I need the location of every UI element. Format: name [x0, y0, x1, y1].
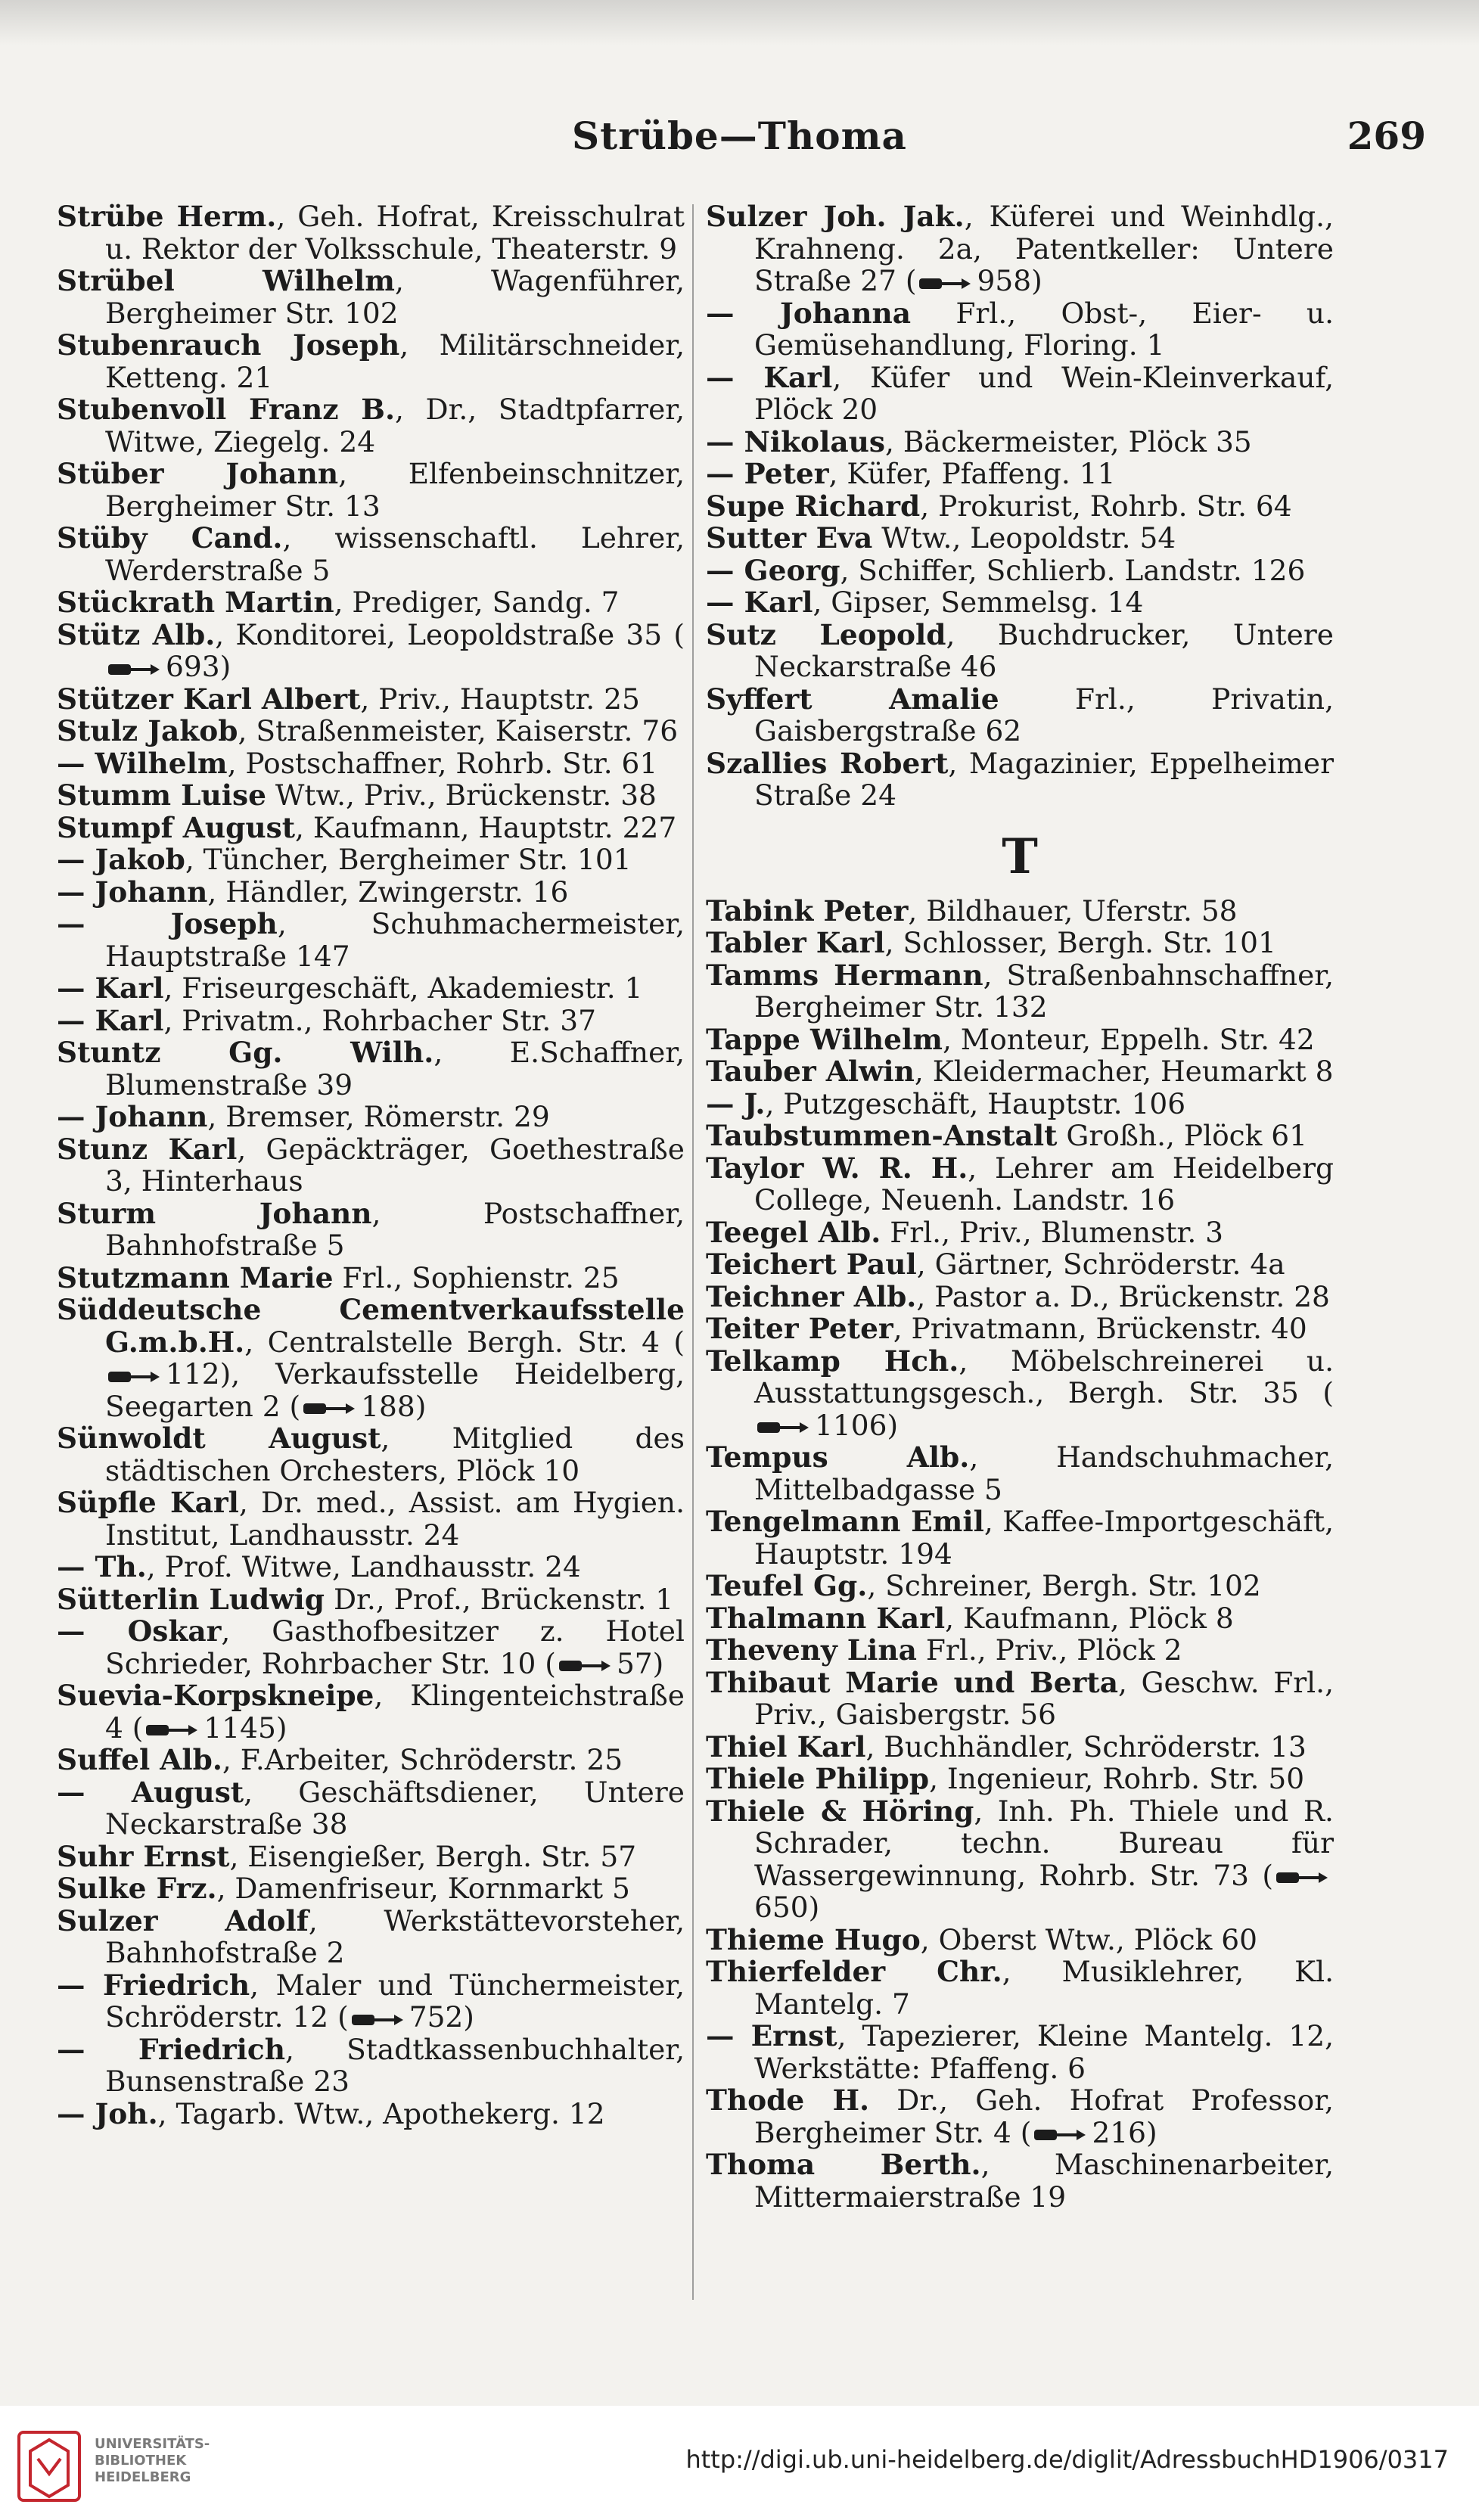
- directory-entry: [706, 1570, 1334, 1602]
- entry-details: , Werkstättevorsteher, Bahnhofstraße 2: [105, 1903, 685, 1969]
- entry-details: , Maschinenarbeiter, Mittermaierstraße 19: [754, 2148, 1334, 2214]
- entry-name: Teiter Peter: [706, 1312, 893, 1345]
- entry-details: , Friseurgeschäft, Akademiestr. 1: [163, 971, 643, 1005]
- entry-details: , Prediger, Sandg. 7: [334, 586, 620, 619]
- entry-details: , Straßenmeister, Kaiserstr. 76: [238, 714, 679, 747]
- entry-details: , Prof. Witwe, Landhausstr. 24: [146, 1550, 581, 1583]
- entry-name: Strübel Wilhelm: [57, 264, 395, 297]
- phone-paren: (: [1011, 2115, 1032, 2149]
- entry-details: , Kaufmann, Plöck 8: [945, 1601, 1234, 1635]
- entry-name: — Johann: [57, 875, 208, 909]
- entry-name: Stüber Johann: [57, 457, 339, 490]
- entry-name: Thibaut Marie und Berta: [706, 1665, 1119, 1699]
- library-name: UNIVERSITÄTS- BIBLIOTHEK HEIDELBERG: [95, 2436, 210, 2485]
- directory-entry: [57, 1776, 685, 1841]
- directory-entry: [57, 200, 685, 265]
- phone-number: 958: [977, 264, 1032, 297]
- entry-name: Tappe Wilhelm: [706, 1022, 943, 1056]
- directory-entry: [57, 458, 685, 522]
- entry-name: Stumpf August: [57, 810, 296, 844]
- entry-name: Teegel Alb.: [706, 1215, 881, 1249]
- phone-paren: (: [659, 1325, 685, 1359]
- directory-entry: [706, 1505, 1334, 1570]
- entry-name: Thalmann Karl: [706, 1601, 946, 1635]
- directory-entry: [57, 1969, 685, 2034]
- entry-details: , Gasthofbesitzer z. Hotel Schrieder, Rohrbacher Str. 10: [105, 1614, 685, 1680]
- entry-name: Sulzer Adolf: [57, 1903, 309, 1937]
- entry-name: Strübe Herm.: [57, 200, 277, 233]
- directory-entry: [706, 1924, 1334, 1956]
- directory-entry: [57, 1005, 685, 1037]
- directory-entry: [57, 876, 685, 909]
- entry-details: , Geschw. Frl., Priv., Gaisbergstr. 56: [754, 1665, 1334, 1731]
- entry-name: — Jakob: [57, 843, 185, 876]
- directory-entry: [57, 522, 685, 586]
- library-seal-icon: [15, 2428, 83, 2504]
- telephone-icon: [146, 1723, 199, 1738]
- directory-entry: [57, 1872, 685, 1905]
- entry-details: , Küferei und Weinhdlg., Krahneng. 2a, Patentkeller: Untere Straße 27: [754, 200, 1334, 297]
- entry-details: , Tüncher, Bergheimer Str. 101: [185, 843, 632, 876]
- phone-paren: ): [1031, 264, 1042, 297]
- directory-entry: [57, 779, 685, 812]
- entry-details: , Kleidermacher, Heumarkt 8: [914, 1055, 1334, 1088]
- entry-name: Tamms Hermann: [706, 958, 983, 992]
- directory-entry: [706, 1795, 1334, 1924]
- entry-name: — Karl: [706, 586, 813, 619]
- directory-entry: [57, 1841, 685, 1873]
- entry-name: Stubenrauch Joseph: [57, 328, 400, 362]
- entry-name: — Johann: [57, 1100, 208, 1133]
- phone-number: 188: [361, 1389, 415, 1423]
- column-divider: [692, 204, 694, 2300]
- entry-details: Frl., Priv., Plöck 2: [916, 1633, 1182, 1667]
- directory-entry: [706, 1216, 1334, 1249]
- phone-number: 1106: [815, 1408, 887, 1442]
- entry-name: — Karl: [57, 971, 164, 1005]
- entry-name: — Oskar: [57, 1614, 222, 1648]
- entry-details: , Prokurist, Rohrb. Str. 64: [920, 489, 1292, 523]
- entry-name: Thieme Hugo: [706, 1922, 921, 1956]
- entry-name: Thiele Philipp: [706, 1762, 930, 1795]
- entry-details: , Buchhändler, Schröderstr. 13: [865, 1729, 1307, 1763]
- entry-name: Tempus Alb.: [706, 1440, 970, 1474]
- directory-entry: [706, 895, 1334, 928]
- entry-details: , Schreiner, Bergh. Str. 102: [867, 1569, 1261, 1602]
- entry-details: , Privatmann, Brückenstr. 40: [893, 1312, 1307, 1345]
- entry-name: — August: [57, 1775, 244, 1809]
- entry-name: Thoma Berth.: [706, 2148, 981, 2181]
- phone-paren: (: [896, 264, 917, 297]
- entry-name: Stützer Karl Albert: [57, 682, 361, 716]
- phone-number: 650: [754, 1891, 809, 1924]
- entry-name: Stutzmann Marie: [57, 1260, 334, 1294]
- entry-details: , Wagenführer, Bergheimer Str. 102: [105, 264, 685, 330]
- directory-entry: [57, 1262, 685, 1294]
- directory-entry: [57, 1036, 685, 1101]
- entry-details: , Bildhauer, Uferstr. 58: [908, 893, 1238, 928]
- entry-name: Taylor W. R. H.: [706, 1151, 968, 1185]
- entry-details: , Handschuhmacher, Mittelbadgasse 5: [754, 1440, 1334, 1506]
- entry-name: Stubenvoll Franz B.: [57, 393, 396, 426]
- entry-name: Sulzer Joh. Jak.: [706, 200, 965, 233]
- entry-details: , Konditorei, Leopoldstraße 35: [215, 617, 663, 651]
- telephone-icon: [303, 1401, 356, 1416]
- telephone-icon: [757, 1420, 810, 1435]
- directory-entry: [57, 1101, 685, 1133]
- entry-name: Telkamp Hch.: [706, 1344, 959, 1378]
- entry-details: , Oberst Wtw., Plöck 60: [920, 1922, 1257, 1956]
- directory-entry: [706, 1763, 1334, 1795]
- directory-entry: [57, 715, 685, 747]
- entry-details: , Kaffee-Importgeschäft, Hauptstr. 194: [754, 1505, 1334, 1571]
- entry-name: Thiele & Höring: [706, 1794, 974, 1828]
- entry-details: , Elfenbeinschnitzer, Bergheimer Str. 13: [105, 457, 685, 523]
- entry-details: , Schiffer, Schlierb. Landstr. 126: [840, 553, 1306, 587]
- directory-entry: [706, 959, 1334, 1024]
- entry-name: Sünwoldt August: [57, 1422, 381, 1455]
- entry-name: Teichert Paul: [706, 1248, 917, 1281]
- directory-entry: [57, 1583, 685, 1616]
- phone-paren: ): [463, 2000, 474, 2034]
- entry-name: — Karl: [706, 360, 833, 394]
- entry-details: , Küfer, Pfaffeng. 11: [828, 457, 1116, 490]
- directory-entry: [57, 619, 685, 683]
- phone-paren: (: [662, 617, 685, 651]
- directory-entry: [57, 908, 685, 972]
- right-column-s-entries: [706, 200, 1334, 812]
- directory-entry: [706, 1956, 1334, 2020]
- phone-number: 216: [1092, 2115, 1147, 2149]
- entry-details: Dr., Geh. Hofrat Professor, Bergheimer Str. 4: [754, 2083, 1334, 2149]
- entry-name: — Peter: [706, 457, 829, 490]
- phone-number: 112: [166, 1357, 220, 1391]
- entry-details: Großh., Plöck 61: [1057, 1119, 1308, 1152]
- entry-name: Süddeutsche Cementverkaufsstelle G.m.b.H.: [57, 1293, 685, 1359]
- directory-entry: [57, 1487, 685, 1551]
- directory-entry: [706, 490, 1334, 523]
- directory-entry: [57, 1679, 685, 1744]
- phone-paren: ): [275, 1711, 287, 1745]
- entry-details: , Stadtkassenbuchhalter, Bunsenstraße 23: [105, 2032, 685, 2098]
- telephone-icon: [919, 276, 972, 291]
- directory-entry: [57, 2034, 685, 2098]
- telephone-icon: [108, 662, 161, 677]
- entry-name: — Wilhelm: [57, 746, 228, 780]
- entry-name: Stütz Alb.: [57, 617, 216, 651]
- entry-details: , Lehrer am Heidelberg College, Neuenh. Landstr. 16: [754, 1151, 1334, 1216]
- entry-name: Tauber Alwin: [706, 1055, 915, 1088]
- entry-name: Sutz Leopold: [706, 617, 946, 651]
- entry-details: , Bremser, Römerstr. 29: [207, 1100, 550, 1133]
- entry-details: , Geh. Hofrat, Kreisschulrat u. Rektor der Volksschule, Theaterstr. 9: [105, 200, 685, 266]
- entry-name: Theveny Lina: [706, 1633, 917, 1667]
- entry-details: , Tagarb. Wtw., Apothekerg. 12: [157, 2096, 605, 2130]
- directory-entry: [57, 972, 685, 1005]
- directory-entry: [706, 1313, 1334, 1345]
- entry-name: Tabink Peter: [706, 893, 909, 928]
- phone-paren: (: [280, 1389, 301, 1423]
- phone-paren: ): [652, 1646, 664, 1680]
- entry-name: Suhr Ernst: [57, 1839, 230, 1873]
- entry-details: , Mitglied des städtischen Orchesters, Plöck 10: [105, 1422, 685, 1487]
- entry-name: — Th.: [57, 1550, 147, 1583]
- entry-name: — Karl: [57, 1003, 164, 1037]
- directory-entry: [57, 1905, 685, 1969]
- entry-name: Süpfle Karl: [57, 1486, 239, 1519]
- directory-entry: [57, 329, 685, 393]
- entry-name: Taubstummen-Anstalt: [706, 1119, 1058, 1152]
- entry-details: Wtw., Leopoldstr. 54: [872, 521, 1176, 555]
- entry-details: , Kaufmann, Hauptstr. 227: [295, 810, 677, 844]
- directory-entry: [706, 1602, 1334, 1635]
- left-column: [57, 200, 685, 2130]
- entry-name: — Nikolaus: [706, 424, 885, 458]
- directory-entry: [706, 555, 1334, 587]
- entry-details: ), Verkaufsstelle Heidelberg, Seegarten 2: [105, 1357, 685, 1423]
- directory-entry: [706, 1120, 1334, 1152]
- directory-entry: [706, 1248, 1334, 1281]
- phone-paren: (: [1298, 1376, 1334, 1409]
- entry-name: Sulke Frz.: [57, 1872, 217, 1905]
- directory-entry: [706, 1731, 1334, 1763]
- entry-details: , Geschäftsdiener, Untere Neckarstraße 38: [105, 1775, 685, 1841]
- entry-details: , Möbelschreinerei u. Ausstattungsgesch., Bergh. Str. 35: [754, 1344, 1335, 1409]
- right-column-t-entries: [706, 895, 1334, 2214]
- directory-entry: [57, 844, 685, 876]
- phone-paren: ): [415, 1389, 427, 1423]
- directory-entry: [57, 1422, 685, 1487]
- entry-details: Frl., Priv., Blumenstr. 3: [881, 1215, 1224, 1249]
- entry-details: , Bäckermeister, Plöck 35: [885, 424, 1252, 458]
- entry-details: Frl., Sophienstr. 25: [333, 1260, 620, 1294]
- directory-entry: [706, 1441, 1334, 1505]
- entry-details: Frl., Privatin, Gaisbergstraße 62: [754, 682, 1334, 747]
- entry-details: , Eisengießer, Bergh. Str. 57: [229, 1839, 637, 1873]
- directory-entry: [706, 1634, 1334, 1667]
- entry-details: , wissenschaftl. Lehrer, Werderstraße 5: [105, 521, 685, 587]
- entry-details: , Händler, Zwingerstr. 16: [207, 875, 569, 909]
- footer: [0, 2406, 1479, 2520]
- entry-details: Dr., Prof., Brückenstr. 1: [325, 1582, 674, 1616]
- directory-entry: [57, 747, 685, 780]
- directory-entry: [706, 1667, 1334, 1731]
- phone-number: 57: [616, 1646, 653, 1680]
- entry-name: Thierfelder Chr.: [706, 1955, 1002, 1988]
- directory-entry: [57, 2098, 685, 2130]
- running-title: Strübe—Thoma: [572, 113, 907, 158]
- phone-paren: ): [219, 650, 231, 683]
- entry-name: — Friedrich: [57, 1968, 250, 2002]
- entry-details: , Gepäckträger, Goethestraße 3, Hinterhaus: [105, 1132, 685, 1198]
- entry-details: , Priv., Hauptstr. 25: [360, 682, 640, 716]
- directory-entry: [706, 200, 1334, 297]
- directory-entry: [706, 2084, 1334, 2149]
- directory-entry: [706, 1024, 1334, 1056]
- entry-details: , Militärschneider, Ketteng. 21: [105, 328, 685, 394]
- phone-number: 752: [409, 2000, 464, 2034]
- phone-paren: ): [887, 1408, 899, 1442]
- entry-name: Stückrath Martin: [57, 586, 334, 619]
- entry-name: Sturm Johann: [57, 1196, 372, 1230]
- directory-entry: [706, 1152, 1334, 1216]
- phone-number: 693: [166, 650, 220, 683]
- directory-entry: [706, 522, 1334, 555]
- directory-entry: [706, 683, 1334, 747]
- phone-paren: (: [328, 2000, 349, 2034]
- phone-paren: ): [808, 1891, 820, 1924]
- entry-details: , Damenfriseur, Kornmarkt 5: [216, 1872, 630, 1905]
- entry-details: , Inh. Ph. Thiele und R. Schrader, techn. Bureau für Wassergewinnung, Rohrb. Str. 73: [754, 1794, 1334, 1892]
- entry-details: , Gipser, Semmelsg. 14: [813, 586, 1144, 619]
- entry-details: , Schuhmachermeister, Hauptstraße 147: [105, 907, 685, 973]
- directory-entry: [706, 747, 1334, 812]
- entry-name: Tabler Karl: [706, 926, 885, 959]
- entry-name: Teichner Alb.: [706, 1279, 917, 1313]
- directory-entry: [706, 927, 1334, 959]
- phone-paren: ): [1146, 2115, 1157, 2149]
- directory-entry: [706, 297, 1334, 362]
- directory-entry: [57, 1615, 685, 1679]
- entry-details: , Gärtner, Schröderstr. 4a: [916, 1248, 1285, 1281]
- directory-entry: [57, 1133, 685, 1198]
- phone-paren: (: [123, 1711, 144, 1745]
- directory-entry: [706, 426, 1334, 458]
- entry-name: — J.: [706, 1086, 766, 1120]
- directory-entry: [57, 683, 685, 716]
- library-logo: [15, 2428, 210, 2504]
- entry-details: , Klingenteichstraße 4: [105, 1679, 685, 1745]
- entry-details: , Buchdrucker, Untere Neckarstraße 46: [754, 617, 1334, 683]
- entry-details: , Dr., Stadtpfarrer, Witwe, Ziegelg. 24: [105, 393, 685, 458]
- entry-name: Supe Richard: [706, 489, 921, 523]
- entry-details: , Dr. med., Assist. am Hygien. Institut, Landhausstr. 24: [105, 1486, 685, 1552]
- entry-details: , Magazinier, Eppelheimer Straße 24: [754, 746, 1334, 812]
- directory-entry: [706, 2149, 1334, 2213]
- page-number: 269: [1347, 113, 1426, 158]
- directory-entry: [706, 586, 1334, 619]
- entry-name: Stuntz Gg. Wilh.: [57, 1036, 434, 1069]
- telephone-icon: [352, 2012, 405, 2027]
- entry-name: — Joh.: [57, 2096, 158, 2130]
- entry-details: , Maler und Tünchermeister, Schröderstr. 12: [105, 1968, 685, 2034]
- entry-details: , Musiklehrer, Kl. Mantelg. 7: [754, 1955, 1335, 2021]
- entry-details: , Straßenbahnschaffner, Bergheimer Str. 132: [754, 958, 1334, 1024]
- directory-entry: [706, 1281, 1334, 1313]
- directory-entry: [706, 1088, 1334, 1120]
- entry-details: , Monteur, Eppelh. Str. 42: [942, 1022, 1315, 1056]
- entry-name: — Ernst: [706, 2019, 837, 2052]
- entry-details: Wtw., Priv., Brückenstr. 38: [266, 778, 657, 812]
- directory-entry: [57, 1198, 685, 1262]
- phone-paren: (: [1249, 1858, 1273, 1892]
- source-url[interactable]: http://digi.ub.uni-heidelberg.de/diglit/AdressbuchHD1906/0317: [685, 2445, 1449, 2474]
- entry-details: , Postschaffner, Rohrb. Str. 61: [227, 746, 658, 780]
- directory-entry: [57, 586, 685, 619]
- entry-name: Stulz Jakob: [57, 714, 238, 747]
- entry-details: , Centralstelle Bergh. Str. 4: [244, 1325, 660, 1359]
- entry-name: — Joseph: [57, 907, 278, 940]
- entry-name: Suffel Alb.: [57, 1743, 222, 1776]
- directory-entry: [57, 1294, 685, 1422]
- entry-name: Stunz Karl: [57, 1132, 238, 1166]
- directory-entry: [57, 1744, 685, 1776]
- telephone-icon: [1034, 2127, 1087, 2142]
- entry-details: , F.Arbeiter, Schröderstr. 25: [222, 1743, 623, 1776]
- entry-details: , E.Schaffner, Blumenstraße 39: [105, 1036, 685, 1102]
- entry-details: Frl., Obst-, Eier- u. Gemüsehandlung, Floring. 1: [754, 296, 1334, 362]
- entry-name: Stumm Luise: [57, 778, 266, 812]
- entry-details: , Ingenieur, Rohrb. Str. 50: [929, 1762, 1305, 1795]
- directory-entry: [706, 619, 1334, 683]
- entry-details: , Putzgeschäft, Hauptstr. 106: [765, 1086, 1186, 1120]
- entry-name: Szallies Robert: [706, 746, 949, 780]
- phone-paren: (: [536, 1646, 556, 1680]
- directory-entry: [57, 393, 685, 458]
- page-header: [45, 113, 1434, 174]
- entry-details: , Privatm., Rohrbacher Str. 37: [163, 1003, 596, 1037]
- directory-entry: [706, 2020, 1334, 2084]
- directory-entry: [706, 458, 1334, 490]
- entry-details: , Tapezierer, Kleine Mantelg. 12, Werkstätte: Pfaffeng. 6: [754, 2019, 1335, 2085]
- section-letter: T: [1002, 828, 1038, 885]
- entry-details: , Schlosser, Bergh. Str. 101: [884, 926, 1276, 959]
- directory-entry: [706, 1055, 1334, 1088]
- entry-name: Stüby Cand.: [57, 521, 283, 555]
- entry-details: , Pastor a. D., Brückenstr. 28: [916, 1279, 1330, 1313]
- telephone-icon: [1276, 1870, 1329, 1885]
- directory-entry: [706, 362, 1334, 426]
- directory-entry: [706, 1345, 1334, 1442]
- directory-entry: [57, 265, 685, 329]
- phone-number: 1145: [204, 1711, 276, 1745]
- entry-name: Sutter Eva: [706, 521, 873, 555]
- entry-name: — Johanna: [706, 296, 912, 330]
- entry-name: Teufel Gg.: [706, 1569, 868, 1602]
- entry-name: — Friedrich: [57, 2032, 285, 2066]
- telephone-icon: [108, 1369, 161, 1384]
- entry-name: Tengelmann Emil: [706, 1505, 984, 1538]
- entry-name: Suevia-Korpskneipe: [57, 1679, 374, 1712]
- directory-entry: [57, 1551, 685, 1583]
- entry-name: Syffert Amalie: [706, 682, 999, 716]
- scan-edge-shadow: [0, 0, 1479, 45]
- directory-entry: [57, 812, 685, 844]
- right-column: [706, 200, 1334, 2213]
- entry-name: Thiel Karl: [706, 1729, 866, 1763]
- entry-details: , Postschaffner, Bahnhofstraße 5: [105, 1196, 685, 1262]
- entry-name: — Georg: [706, 553, 840, 587]
- telephone-icon: [559, 1658, 612, 1673]
- entry-details: , Küfer und Wein-Kleinverkauf, Plöck 20: [754, 360, 1334, 426]
- entry-name: Thode H.: [706, 2083, 870, 2117]
- entry-name: Sütterlin Ludwig: [57, 1582, 325, 1616]
